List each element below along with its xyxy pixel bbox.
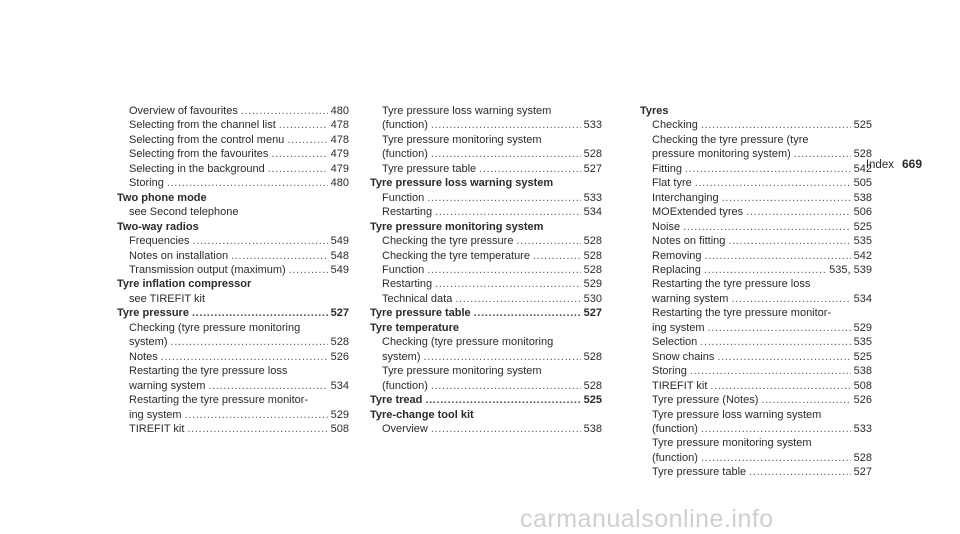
dot-leader — [701, 118, 851, 132]
dot-leader — [424, 350, 581, 364]
index-entry — [640, 408, 872, 422]
index-heading — [370, 321, 602, 335]
header-label: Index — [865, 159, 894, 171]
page-header — [866, 157, 922, 171]
entry-text: system) — [382, 350, 421, 363]
page-ref: 542 — [853, 162, 872, 175]
dot-leader — [427, 263, 580, 277]
page-ref: 528 — [853, 148, 872, 161]
dot-leader — [516, 234, 580, 248]
page-ref: 534 — [330, 379, 349, 392]
dot-leader — [435, 205, 581, 219]
index-column-2 — [370, 104, 602, 436]
dot-leader — [431, 379, 581, 393]
dot-leader — [710, 379, 850, 393]
page-ref: 534 — [853, 292, 872, 305]
page-ref: 527 — [330, 307, 349, 320]
dot-leader — [474, 306, 581, 320]
dot-leader — [435, 277, 581, 291]
index-heading — [640, 104, 872, 118]
index-entry — [640, 364, 872, 378]
index-entry — [640, 350, 872, 364]
page-ref: 533 — [853, 422, 872, 435]
dot-leader — [167, 176, 328, 190]
page-ref: 527 — [583, 162, 602, 175]
dot-leader — [761, 393, 850, 407]
index-entry — [640, 277, 872, 291]
entry-text: Interchanging — [652, 191, 719, 204]
dot-leader — [171, 335, 328, 349]
dot-leader — [717, 350, 850, 364]
dot-leader — [685, 162, 851, 176]
index-entry — [640, 436, 872, 450]
page-ref: 528 — [853, 451, 872, 464]
page-ref: 548 — [330, 249, 349, 262]
dot-leader — [533, 249, 581, 263]
index-entry — [117, 379, 349, 393]
dot-leader — [701, 422, 851, 436]
entry-text: Notes on installation — [129, 249, 229, 262]
dot-leader — [722, 191, 851, 205]
index-entry — [117, 133, 349, 147]
index-entry — [370, 263, 602, 277]
index-entry — [640, 133, 872, 147]
entry-text: Flat tyre — [652, 177, 692, 190]
entry-text: Checking (tyre pressure monitoring — [129, 321, 301, 334]
entry-text: Selecting from the favourites — [129, 148, 269, 161]
entry-text: Noise — [652, 220, 681, 233]
page-ref: 549 — [330, 235, 349, 248]
entry-text: Tyre pressure — [117, 307, 189, 320]
entry-text: Replacing — [652, 263, 701, 276]
entry-text: MOExtended tyres — [652, 206, 744, 219]
entry-text: TIREFIT kit — [129, 422, 185, 435]
page-ref: 526 — [853, 394, 872, 407]
page-ref: 529 — [330, 408, 349, 421]
index-entry — [640, 379, 872, 393]
entry-text: Checking the tyre temperature — [382, 249, 530, 262]
index-heading — [117, 277, 349, 291]
page-ref: 527 — [583, 307, 602, 320]
index-entry — [640, 176, 872, 190]
entry-text: Transmission output (maximum) — [129, 263, 286, 276]
entry-text: system) — [129, 336, 168, 349]
page-ref: 479 — [330, 148, 349, 161]
index-entry — [117, 234, 349, 248]
entry-text: Selecting from the channel list — [129, 119, 276, 132]
page-ref: 526 — [330, 350, 349, 363]
index-entry — [370, 133, 602, 147]
dot-leader — [455, 292, 580, 306]
entry-text: Restarting — [382, 206, 433, 219]
entry-text: Tyre pressure table — [652, 466, 747, 479]
index-entry — [640, 321, 872, 335]
entry-text: Tyre pressure table — [382, 162, 477, 175]
page-ref: 480 — [330, 105, 349, 117]
page-ref: 508 — [853, 379, 872, 392]
entry-text: (function) — [382, 148, 428, 161]
index-heading — [370, 393, 602, 407]
entry-text: Tyre pressure monitoring system — [382, 133, 542, 146]
index-entry — [117, 263, 349, 277]
page-ref: 538 — [583, 422, 602, 435]
page-ref: 528 — [330, 336, 349, 349]
entry-text: Tyre pressure loss warning system — [370, 177, 554, 190]
entry-text: warning system — [129, 379, 206, 392]
dot-leader — [425, 393, 580, 407]
index-column-3 — [640, 104, 872, 480]
page-ref: 525 — [853, 119, 872, 132]
entry-text: Restarting the tyre pressure monitor- — [129, 394, 309, 407]
dot-leader — [161, 350, 328, 364]
index-entry — [370, 205, 602, 219]
index-entry — [640, 335, 872, 349]
index-heading — [370, 176, 602, 190]
entry-text: Two-way radios — [117, 220, 199, 233]
dot-leader — [695, 176, 851, 190]
page-ref: 533 — [583, 119, 602, 132]
page-ref: 534 — [583, 206, 602, 219]
page-ref: 508 — [330, 422, 349, 435]
entry-text: ing system — [129, 408, 182, 421]
page-ref: 479 — [330, 162, 349, 175]
index-heading — [370, 220, 602, 234]
dot-leader — [701, 451, 851, 465]
entry-text: (function) — [382, 119, 428, 132]
page-ref: 525 — [583, 394, 602, 407]
entry-text: Two phone mode — [117, 191, 207, 204]
index-entry — [117, 422, 349, 436]
entry-text: Checking (tyre pressure monitoring — [382, 336, 554, 349]
entry-text: Tyre tread — [370, 394, 423, 407]
entry-text: Overview — [382, 422, 428, 435]
index-entry — [370, 118, 602, 132]
dot-leader — [731, 292, 850, 306]
dot-leader — [279, 118, 328, 132]
entry-text: Storing — [129, 177, 164, 190]
index-entry — [117, 104, 349, 118]
page-ref: 506 — [853, 206, 872, 219]
entry-text: Restarting the tyre pressure monitor- — [652, 307, 832, 320]
dot-leader — [187, 422, 327, 436]
entry-text: Tyre pressure monitoring system — [382, 365, 542, 378]
page-ref: 478 — [330, 133, 349, 146]
index-entry — [117, 393, 349, 407]
entry-text: Tyre pressure loss warning system — [382, 105, 552, 117]
entry-text: see Second telephone — [129, 206, 239, 219]
page-ref: 528 — [583, 148, 602, 161]
dot-leader — [690, 364, 851, 378]
page-ref: 528 — [583, 263, 602, 276]
entry-text: Removing — [652, 249, 702, 262]
index-entry — [370, 350, 602, 364]
index-entry — [370, 104, 602, 118]
index-entry — [640, 162, 872, 176]
index-entry — [640, 306, 872, 320]
dot-leader — [749, 465, 850, 479]
entry-text: Function — [382, 263, 425, 276]
index-entry — [640, 422, 872, 436]
index-entry — [640, 451, 872, 465]
entry-text: Fitting — [652, 162, 682, 175]
entry-text: Overview of favourites — [129, 105, 238, 117]
page-ref: 525 — [853, 220, 872, 233]
entry-text: warning system — [652, 292, 729, 305]
entry-text: Snow chains — [652, 350, 715, 363]
dot-leader — [287, 133, 327, 147]
index-entry — [117, 350, 349, 364]
index-entry — [370, 191, 602, 205]
entry-text: Checking the tyre pressure (tyre — [652, 133, 809, 146]
dot-leader — [271, 147, 327, 161]
page-ref: 535, 539 — [829, 263, 872, 276]
index-entry — [370, 162, 602, 176]
page-ref: 535 — [853, 235, 872, 248]
entry-text: TIREFIT kit — [652, 379, 708, 392]
dot-leader — [431, 422, 581, 436]
index-entry — [117, 205, 349, 219]
page-ref: 538 — [853, 365, 872, 378]
index-entry — [370, 147, 602, 161]
dot-leader — [431, 118, 581, 132]
index-entry — [370, 249, 602, 263]
page-ref: 528 — [583, 249, 602, 262]
dot-leader — [746, 205, 851, 219]
entry-text: Storing — [652, 365, 687, 378]
entry-text: Technical data — [382, 292, 453, 305]
entry-text: Tyre pressure loss warning system — [652, 408, 822, 421]
entry-text: (function) — [652, 422, 698, 435]
page-ref: 528 — [583, 235, 602, 248]
index-entry — [640, 191, 872, 205]
dot-leader — [185, 408, 328, 422]
index-entry — [640, 234, 872, 248]
page-ref: 525 — [853, 350, 872, 363]
dot-leader — [268, 162, 328, 176]
index-entry — [370, 234, 602, 248]
page-ref: 529 — [583, 278, 602, 291]
entry-text: Tyre-change tool kit — [370, 408, 474, 421]
watermark: carmanualsonline.info — [520, 505, 774, 533]
index-heading — [117, 191, 349, 205]
entry-text: Function — [382, 191, 425, 204]
dot-leader — [728, 234, 850, 248]
index-entry — [640, 118, 872, 132]
entry-text: Tyre pressure (Notes) — [652, 394, 759, 407]
dot-leader — [289, 263, 328, 277]
dot-leader — [208, 379, 327, 393]
entry-text: Checking — [652, 119, 698, 132]
entry-text: Tyre pressure monitoring system — [370, 220, 544, 233]
dot-leader — [794, 147, 851, 161]
page-ref: 538 — [853, 191, 872, 204]
index-heading — [370, 408, 602, 422]
index-entry — [117, 147, 349, 161]
index-entry — [117, 292, 349, 306]
entry-text: Tyres — [640, 105, 669, 117]
index-heading — [370, 306, 602, 320]
index-entry — [117, 118, 349, 132]
entry-text: see TIREFIT kit — [129, 292, 206, 305]
dot-leader — [705, 249, 851, 263]
page-ref: 549 — [330, 263, 349, 276]
index-entry — [640, 465, 872, 479]
dot-leader — [427, 191, 580, 205]
entry-text: (function) — [652, 451, 698, 464]
entry-text: Selecting in the background — [129, 162, 265, 175]
index-entry — [640, 220, 872, 234]
entry-text: (function) — [382, 379, 428, 392]
dot-leader — [241, 104, 328, 118]
page-ref: 530 — [583, 292, 602, 305]
page-ref: 527 — [853, 466, 872, 479]
index-entry — [640, 147, 872, 161]
index-entry — [117, 162, 349, 176]
dot-leader — [192, 306, 328, 320]
index-entry — [117, 335, 349, 349]
index-entry — [640, 292, 872, 306]
dot-leader — [193, 234, 328, 248]
page-ref: 528 — [583, 379, 602, 392]
dot-leader — [479, 162, 580, 176]
index-entry — [370, 335, 602, 349]
index-entry — [640, 393, 872, 407]
dot-leader — [700, 335, 850, 349]
page-ref: 533 — [583, 191, 602, 204]
dot-leader — [431, 147, 581, 161]
page-ref: 529 — [853, 321, 872, 334]
index-entry — [370, 364, 602, 378]
dot-leader — [683, 220, 851, 234]
entry-text: Frequencies — [129, 235, 190, 248]
index-entry — [370, 422, 602, 436]
index-entry — [117, 176, 349, 190]
entry-text: Selection — [652, 336, 698, 349]
entry-text: Restarting the tyre pressure loss — [129, 365, 288, 378]
entry-text: Tyre inflation compressor — [117, 278, 252, 291]
index-entry — [370, 277, 602, 291]
page-ref: 535 — [853, 336, 872, 349]
dot-leader — [704, 263, 826, 277]
index-column-1 — [117, 104, 349, 436]
page-ref: 505 — [853, 177, 872, 190]
page-number: 669 — [901, 157, 922, 171]
entry-text: Notes — [129, 350, 158, 363]
index-entry — [640, 205, 872, 219]
page-ref: 478 — [330, 119, 349, 132]
entry-text: Checking the tyre pressure — [382, 235, 514, 248]
index-entry — [640, 263, 872, 277]
page-ref: 528 — [583, 350, 602, 363]
entry-text: Tyre temperature — [370, 321, 460, 334]
index-heading — [117, 220, 349, 234]
page-ref: 542 — [853, 249, 872, 262]
index-entry — [117, 321, 349, 335]
dot-leader — [708, 321, 851, 335]
index-entry — [640, 249, 872, 263]
index-entry — [117, 408, 349, 422]
entry-text: pressure monitoring system) — [652, 148, 791, 161]
entry-text: Restarting — [382, 278, 433, 291]
index-entry — [370, 379, 602, 393]
index-entry — [117, 249, 349, 263]
index-entry — [370, 292, 602, 306]
index-entry — [117, 364, 349, 378]
entry-text: Notes on fitting — [652, 235, 726, 248]
page-ref: 480 — [330, 177, 349, 190]
entry-text: ing system — [652, 321, 705, 334]
entry-text: Tyre pressure monitoring system — [652, 437, 812, 450]
index-heading — [117, 306, 349, 320]
entry-text: Restarting the tyre pressure loss — [652, 278, 811, 291]
entry-text: Selecting from the control menu — [129, 133, 285, 146]
entry-text: Tyre pressure table — [370, 307, 471, 320]
dot-leader — [231, 249, 328, 263]
